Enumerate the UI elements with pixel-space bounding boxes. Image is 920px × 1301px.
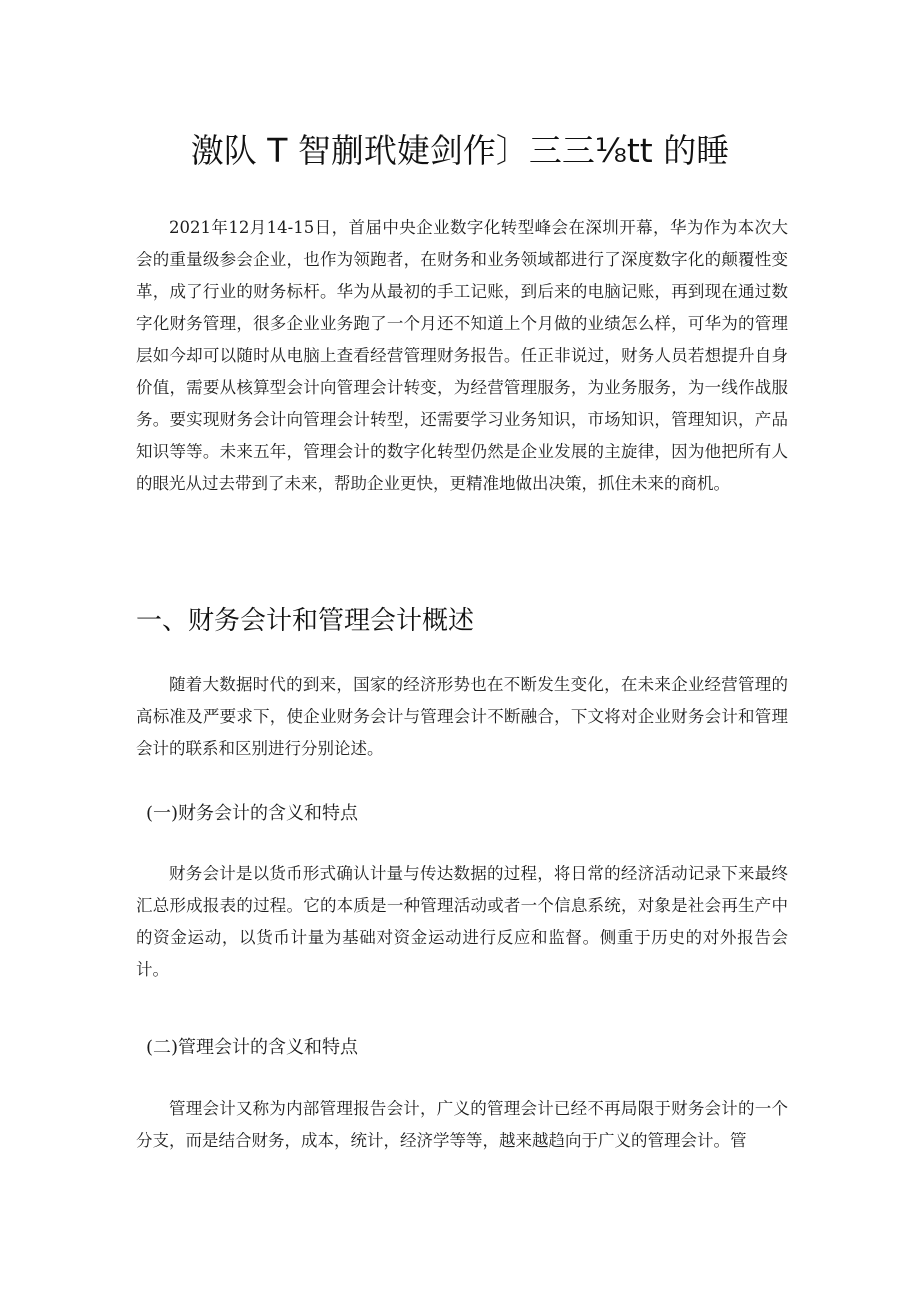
management-accounting-paragraph: 管理会计又称为内部管理报告会计，广义的管理会计已经不再局限于财务会计的一个分支，而是结合财务，成本，统计，经济学等等，越来越趋向于广义的管理会计。管 [136, 1099, 788, 1150]
subsection-heading-management-accounting: (二)管理会计的含义和特点 [146, 1037, 359, 1058]
document-title: 激队 T 智蒯玳婕剑作〕三三⅛tt 的睡 [190, 131, 730, 170]
subsection-heading-financial-accounting: (一)财务会计的含义和特点 [146, 803, 359, 824]
section-overview-paragraph: 随着大数据时代的到来，国家的经济形势也在不断发生变化，在未来企业经营管理的高标准及严要求下，使企业财务会计与管理会计不断融合，下文将对企业财务会计和管理会计的联系和区别进行分别论述。 [136, 675, 788, 758]
intro-paragraph: 2021年12月14-15日，首届中央企业数字化转型峰会在深圳开幕，华为作为本次大会的重量级参会企业，也作为领跑者，在财务和业务领域都进行了深度数字化的颠覆性变革，成了行业的财务标杆。华为从最初的手工记账，到后来的电脑记账，再到现在通过数字化财务管理，很多企业业务跑了一个月还不知道上个月做的业绩怎么样，可华为的管理层如今却可以随时从电脑上查看经营管理财务报告。任正非说过，财务人员若想提升自身价值，需要从核算型会计向管理会计转变，为经营管理服务，为业务服务，为一线作战服务。要实现财务会计向管理会计转型，还需要学习业务知识，市场知识，管理知识，产品知识等等。未来五年，管理会计的数字化转型仍然是企业发展的主旋律，因为他把所有人的眼光从过去带到了未来，帮助企业更快，更精准地做出决策，抓住未来的商机。 [136, 218, 788, 493]
section-heading-overview: 一、财务会计和管理会计概述 [136, 606, 475, 636]
financial-accounting-paragraph: 财务会计是以货币形式确认计量与传达数据的过程，将日常的经济活动记录下来最终汇总形成报表的过程。它的本质是一种管理活动或者一个信息系统，对象是社会再生产中的资金运动，以货币计量为基础对资金运动进行反应和监督。侧重于历史的对外报告会计。 [136, 864, 788, 979]
